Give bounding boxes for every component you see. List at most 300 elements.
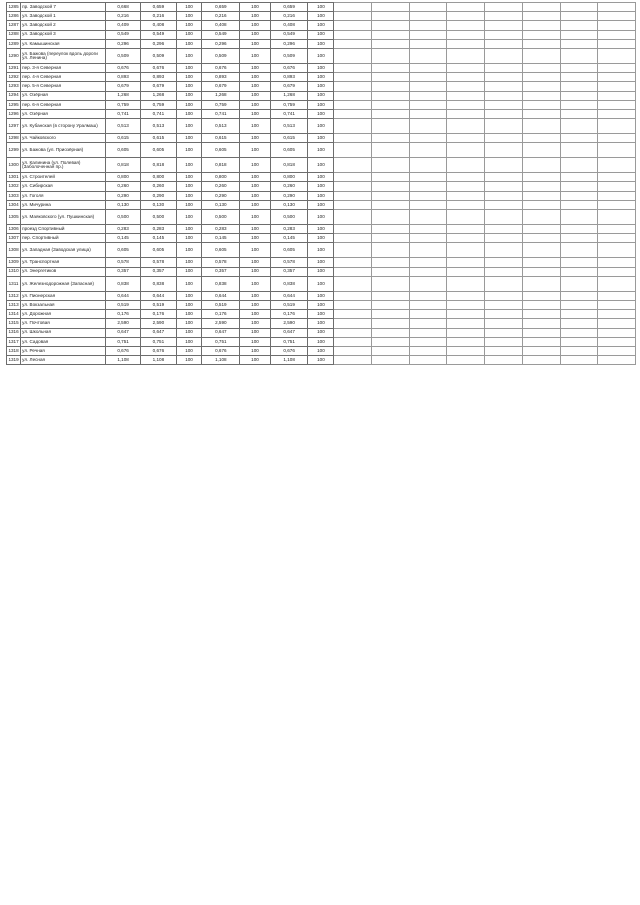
empty-cell	[560, 100, 598, 109]
empty-cell	[372, 100, 410, 109]
empty-cell	[598, 267, 636, 276]
empty-cell	[334, 243, 372, 258]
empty-cell	[522, 346, 560, 355]
row-number-cell: 1299	[7, 143, 21, 158]
value-cell: 0,283	[141, 225, 176, 234]
table-row	[7, 82, 636, 91]
empty-cell	[560, 39, 598, 48]
value-cell: 100	[176, 182, 202, 191]
value-cell: 0,519	[270, 300, 308, 309]
value-cell: 0,800	[270, 173, 308, 182]
row-number-cell: 1313	[7, 300, 21, 309]
empty-cell	[409, 310, 447, 319]
empty-cell	[447, 319, 485, 328]
row-number-cell: 1289	[7, 39, 21, 48]
empty-cell	[409, 319, 447, 328]
row-number-cell: 1291	[7, 63, 21, 72]
empty-cell	[522, 30, 560, 39]
table-row	[7, 73, 636, 82]
empty-cell	[560, 109, 598, 118]
value-cell: 0,408	[202, 21, 240, 30]
empty-cell	[372, 134, 410, 143]
empty-cell	[409, 12, 447, 21]
empty-cell	[598, 182, 636, 191]
empty-cell	[522, 328, 560, 337]
empty-cell	[485, 328, 523, 337]
value-cell: 0,893	[105, 73, 140, 82]
value-cell: 100	[176, 337, 202, 346]
empty-cell	[485, 143, 523, 158]
value-cell: 100	[240, 3, 271, 12]
street-name-cell: ул. Речная	[21, 346, 106, 355]
value-cell: 0,800	[202, 173, 240, 182]
empty-cell	[485, 63, 523, 72]
value-cell: 100	[308, 328, 334, 337]
value-cell: 0,296	[141, 39, 176, 48]
value-cell: 100	[308, 100, 334, 109]
table-row	[7, 243, 636, 258]
value-cell: 100	[308, 12, 334, 21]
value-cell: 100	[240, 328, 271, 337]
value-cell: 2,590	[202, 319, 240, 328]
empty-cell	[560, 82, 598, 91]
empty-cell	[485, 39, 523, 48]
value-cell: 100	[308, 300, 334, 309]
empty-cell	[334, 225, 372, 234]
empty-cell	[447, 143, 485, 158]
value-cell: 0,679	[270, 82, 308, 91]
empty-cell	[560, 30, 598, 39]
empty-cell	[522, 119, 560, 134]
empty-cell	[560, 191, 598, 200]
value-cell: 0,676	[141, 346, 176, 355]
empty-cell	[560, 356, 598, 365]
empty-cell	[598, 21, 636, 30]
empty-cell	[372, 234, 410, 243]
empty-cell	[372, 143, 410, 158]
value-cell: 0,357	[202, 267, 240, 276]
empty-cell	[409, 119, 447, 134]
empty-cell	[409, 337, 447, 346]
empty-cell	[522, 258, 560, 267]
value-cell: 0,513	[105, 119, 140, 134]
value-cell: 0,513	[141, 119, 176, 134]
value-cell: 100	[240, 91, 271, 100]
empty-cell	[334, 210, 372, 225]
table-row	[7, 30, 636, 39]
empty-cell	[447, 300, 485, 309]
row-number-cell: 1318	[7, 346, 21, 355]
value-cell: 1,108	[202, 356, 240, 365]
empty-cell	[560, 291, 598, 300]
value-cell: 1,268	[270, 91, 308, 100]
value-cell: 0,578	[202, 258, 240, 267]
empty-cell	[598, 158, 636, 173]
empty-cell	[485, 200, 523, 209]
empty-cell	[560, 225, 598, 234]
empty-cell	[560, 310, 598, 319]
value-cell: 1,268	[141, 91, 176, 100]
table-row	[7, 337, 636, 346]
value-cell: 0,605	[202, 143, 240, 158]
value-cell: 100	[308, 119, 334, 134]
empty-cell	[447, 243, 485, 258]
value-cell: 100	[240, 234, 271, 243]
table-row	[7, 21, 636, 30]
row-number-cell: 1301	[7, 173, 21, 182]
empty-cell	[409, 234, 447, 243]
empty-cell	[334, 119, 372, 134]
value-cell: 100	[176, 82, 202, 91]
empty-cell	[447, 346, 485, 355]
empty-cell	[485, 267, 523, 276]
value-cell: 1,108	[105, 356, 140, 365]
empty-cell	[598, 12, 636, 21]
value-cell: 100	[308, 210, 334, 225]
empty-cell	[522, 291, 560, 300]
document-table-sheet	[6, 2, 636, 902]
empty-cell	[372, 82, 410, 91]
street-name-cell: пер. 6-я Северная	[21, 100, 106, 109]
value-cell: 100	[308, 337, 334, 346]
value-cell: 0,647	[270, 328, 308, 337]
value-cell: 100	[308, 200, 334, 209]
empty-cell	[522, 91, 560, 100]
empty-cell	[372, 182, 410, 191]
empty-cell	[447, 200, 485, 209]
empty-cell	[598, 243, 636, 258]
value-cell: 0,176	[105, 310, 140, 319]
empty-cell	[598, 134, 636, 143]
empty-cell	[372, 291, 410, 300]
empty-cell	[485, 158, 523, 173]
row-number-cell: 1311	[7, 276, 21, 291]
value-cell: 100	[308, 91, 334, 100]
empty-cell	[522, 21, 560, 30]
value-cell: 100	[176, 267, 202, 276]
value-cell: 100	[176, 134, 202, 143]
empty-cell	[334, 100, 372, 109]
empty-cell	[447, 109, 485, 118]
empty-cell	[485, 300, 523, 309]
value-cell: 100	[308, 82, 334, 91]
value-cell: 1,268	[202, 91, 240, 100]
value-cell: 0,838	[105, 276, 140, 291]
empty-cell	[560, 346, 598, 355]
value-cell: 100	[240, 182, 271, 191]
value-cell: 100	[308, 191, 334, 200]
table-row	[7, 39, 636, 48]
value-cell: 0,290	[202, 191, 240, 200]
empty-cell	[447, 158, 485, 173]
value-cell: 0,357	[270, 267, 308, 276]
value-cell: 100	[240, 143, 271, 158]
empty-cell	[485, 191, 523, 200]
value-cell: 0,509	[270, 48, 308, 63]
value-cell: 0,893	[141, 73, 176, 82]
value-cell: 0,679	[202, 82, 240, 91]
value-cell: 100	[240, 243, 271, 258]
row-number-cell: 1296	[7, 109, 21, 118]
value-cell: 100	[240, 63, 271, 72]
empty-cell	[447, 337, 485, 346]
value-cell: 0,260	[270, 182, 308, 191]
empty-cell	[522, 48, 560, 63]
row-number-cell: 1292	[7, 73, 21, 82]
value-cell: 0,357	[105, 267, 140, 276]
empty-cell	[560, 63, 598, 72]
empty-cell	[522, 173, 560, 182]
empty-cell	[409, 91, 447, 100]
value-cell: 0,145	[270, 234, 308, 243]
value-cell: 0,578	[141, 258, 176, 267]
empty-cell	[447, 119, 485, 134]
empty-cell	[447, 210, 485, 225]
value-cell: 0,519	[141, 300, 176, 309]
value-cell: 0,290	[141, 191, 176, 200]
empty-cell	[334, 319, 372, 328]
empty-cell	[372, 225, 410, 234]
empty-cell	[372, 328, 410, 337]
value-cell: 0,676	[202, 63, 240, 72]
empty-cell	[447, 310, 485, 319]
street-name-cell: ул. Западная (Заводская улица)	[21, 243, 106, 258]
value-cell: 0,893	[270, 73, 308, 82]
empty-cell	[334, 3, 372, 12]
empty-cell	[372, 12, 410, 21]
table-row	[7, 234, 636, 243]
value-cell: 100	[176, 346, 202, 355]
row-number-cell: 1290	[7, 48, 21, 63]
empty-cell	[522, 39, 560, 48]
empty-cell	[409, 100, 447, 109]
empty-cell	[409, 173, 447, 182]
value-cell: 0,676	[202, 346, 240, 355]
value-cell: 100	[308, 258, 334, 267]
empty-cell	[598, 200, 636, 209]
empty-cell	[447, 30, 485, 39]
street-name-cell: ул. Железнодорожная (Запасная)	[21, 276, 106, 291]
street-name-cell: пер. Спортивный	[21, 234, 106, 243]
table-row	[7, 276, 636, 291]
empty-cell	[598, 30, 636, 39]
empty-cell	[485, 12, 523, 21]
empty-cell	[522, 310, 560, 319]
empty-cell	[522, 319, 560, 328]
empty-cell	[334, 182, 372, 191]
row-number-cell: 1316	[7, 328, 21, 337]
empty-cell	[560, 143, 598, 158]
table-row	[7, 225, 636, 234]
value-cell: 0,647	[202, 328, 240, 337]
empty-cell	[485, 225, 523, 234]
empty-cell	[560, 319, 598, 328]
value-cell: 100	[176, 48, 202, 63]
value-cell: 0,605	[202, 243, 240, 258]
empty-cell	[522, 82, 560, 91]
value-cell: 0,296	[202, 39, 240, 48]
empty-cell	[334, 173, 372, 182]
empty-cell	[485, 182, 523, 191]
value-cell: 100	[176, 300, 202, 309]
value-cell: 0,513	[202, 119, 240, 134]
empty-cell	[560, 173, 598, 182]
value-cell: 2,590	[270, 319, 308, 328]
empty-cell	[522, 267, 560, 276]
empty-cell	[560, 337, 598, 346]
empty-cell	[372, 300, 410, 309]
empty-cell	[447, 21, 485, 30]
value-cell: 0,290	[270, 191, 308, 200]
table-row	[7, 191, 636, 200]
empty-cell	[560, 12, 598, 21]
row-number-cell: 1314	[7, 310, 21, 319]
value-cell: 0,644	[270, 291, 308, 300]
value-cell: 0,647	[105, 328, 140, 337]
empty-cell	[409, 158, 447, 173]
value-cell: 0,408	[270, 21, 308, 30]
value-cell: 100	[240, 39, 271, 48]
value-cell: 100	[240, 210, 271, 225]
empty-cell	[334, 109, 372, 118]
empty-cell	[334, 73, 372, 82]
empty-cell	[334, 143, 372, 158]
value-cell: 100	[240, 158, 271, 173]
empty-cell	[372, 191, 410, 200]
empty-cell	[598, 356, 636, 365]
empty-cell	[522, 182, 560, 191]
value-cell: 2,590	[141, 319, 176, 328]
empty-cell	[560, 300, 598, 309]
value-cell: 100	[176, 109, 202, 118]
value-cell: 100	[240, 346, 271, 355]
value-cell: 100	[176, 12, 202, 21]
empty-cell	[598, 276, 636, 291]
value-cell: 100	[176, 234, 202, 243]
value-cell: 0,578	[270, 258, 308, 267]
empty-cell	[447, 191, 485, 200]
row-number-cell: 1304	[7, 200, 21, 209]
empty-cell	[598, 39, 636, 48]
table-row	[7, 310, 636, 319]
empty-cell	[522, 12, 560, 21]
empty-cell	[409, 191, 447, 200]
empty-cell	[522, 356, 560, 365]
empty-cell	[560, 134, 598, 143]
empty-cell	[409, 300, 447, 309]
empty-cell	[334, 276, 372, 291]
empty-cell	[409, 63, 447, 72]
value-cell: 0,759	[270, 100, 308, 109]
empty-cell	[334, 91, 372, 100]
value-cell: 0,260	[105, 182, 140, 191]
value-cell: 0,216	[270, 12, 308, 21]
value-cell: 0,509	[105, 48, 140, 63]
value-cell: 0,751	[105, 337, 140, 346]
value-cell: 100	[176, 73, 202, 82]
row-number-cell: 1308	[7, 243, 21, 258]
empty-cell	[598, 310, 636, 319]
street-name-cell: ул. Чайковского	[21, 134, 106, 143]
value-cell: 100	[176, 210, 202, 225]
table-row	[7, 300, 636, 309]
value-cell: 100	[240, 73, 271, 82]
row-number-cell: 1305	[7, 210, 21, 225]
value-cell: 100	[176, 21, 202, 30]
value-cell: 0,549	[202, 30, 240, 39]
empty-cell	[334, 337, 372, 346]
empty-cell	[598, 82, 636, 91]
value-cell: 0,647	[141, 328, 176, 337]
empty-cell	[598, 291, 636, 300]
table-row	[7, 319, 636, 328]
value-cell: 0,500	[270, 210, 308, 225]
row-number-cell: 1310	[7, 267, 21, 276]
value-cell: 0,751	[202, 337, 240, 346]
empty-cell	[334, 39, 372, 48]
empty-cell	[598, 100, 636, 109]
street-name-cell: ул. Бажова (переулок вдоль дороги ул. Ленина)	[21, 48, 106, 63]
empty-cell	[334, 346, 372, 355]
empty-cell	[485, 173, 523, 182]
empty-cell	[447, 225, 485, 234]
street-name-cell: ул. Вокзальная	[21, 300, 106, 309]
value-cell: 100	[176, 143, 202, 158]
table-row	[7, 346, 636, 355]
value-cell: 0,605	[270, 243, 308, 258]
empty-cell	[447, 3, 485, 12]
empty-cell	[522, 63, 560, 72]
empty-cell	[598, 234, 636, 243]
row-number-cell: 1315	[7, 319, 21, 328]
empty-cell	[485, 21, 523, 30]
street-name-cell: ул. Калинина (ул. Полевая) (Заболоченная пр.)	[21, 158, 106, 173]
value-cell: 100	[176, 225, 202, 234]
empty-cell	[485, 210, 523, 225]
table-row	[7, 119, 636, 134]
empty-cell	[485, 234, 523, 243]
street-name-cell: ул. Дорожная	[21, 310, 106, 319]
empty-cell	[409, 39, 447, 48]
value-cell: 100	[308, 276, 334, 291]
empty-cell	[485, 73, 523, 82]
value-cell: 0,751	[270, 337, 308, 346]
empty-cell	[560, 328, 598, 337]
empty-cell	[522, 191, 560, 200]
street-name-cell: ул. Кубанская (в сторону Уралмаш)	[21, 119, 106, 134]
value-cell: 100	[176, 319, 202, 328]
empty-cell	[447, 182, 485, 191]
empty-cell	[372, 319, 410, 328]
value-cell: 100	[176, 91, 202, 100]
street-name-cell: ул. Заводской 1	[21, 12, 106, 21]
empty-cell	[598, 319, 636, 328]
value-cell: 0,283	[105, 225, 140, 234]
empty-cell	[372, 356, 410, 365]
empty-cell	[447, 91, 485, 100]
table-row	[7, 100, 636, 109]
value-cell: 100	[240, 30, 271, 39]
empty-cell	[334, 191, 372, 200]
value-cell: 0,741	[202, 109, 240, 118]
empty-cell	[447, 267, 485, 276]
empty-cell	[560, 243, 598, 258]
value-cell: 100	[240, 191, 271, 200]
value-cell: 0,800	[141, 173, 176, 182]
empty-cell	[372, 21, 410, 30]
value-cell: 0,615	[141, 134, 176, 143]
value-cell: 100	[176, 173, 202, 182]
